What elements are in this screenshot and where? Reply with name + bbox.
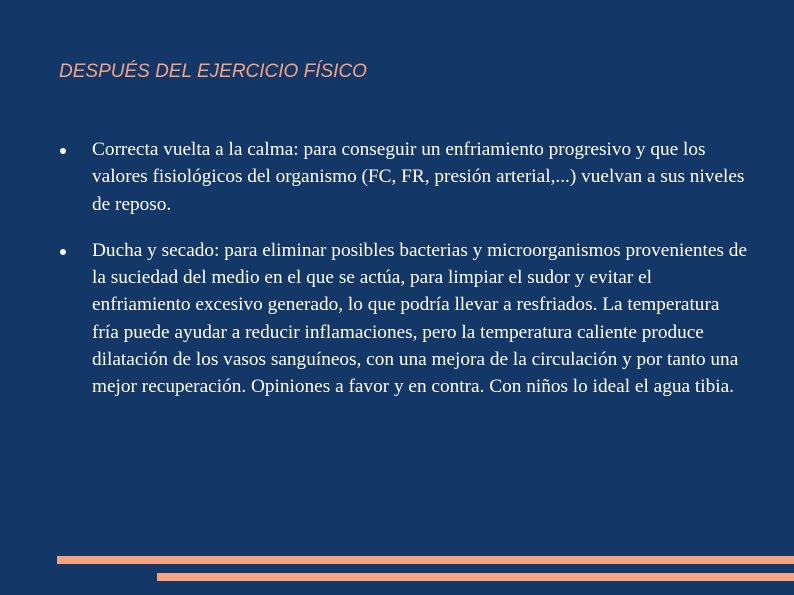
bullet-dot-icon bbox=[60, 249, 66, 255]
bullet-list bbox=[60, 136, 750, 420]
bullet-item-cool-down bbox=[60, 136, 750, 218]
decorative-bar-bottom bbox=[157, 573, 794, 581]
bullet-dot-icon bbox=[60, 148, 66, 154]
decorative-bar-top bbox=[57, 556, 794, 564]
bullet-item-shower bbox=[60, 237, 750, 401]
bullet-text: Ducha y secado: para eliminar posibles bacterias y microorganismos provenientes de la suciedad del medio en el que se actúa, para limpiar el sudor y evitar el enfriamiento excesivo generado, lo que podría llevar a resfriados. La temperatura fría puede ayudar a reducir inflamaciones, pero la temperatura caliente produce dilatación de los vasos sanguíneos, con una mejora de la circulación y por tanto una mejor recuperación. Opiniones a favor y en contra. Con niños lo ideal el agua tibia. bbox=[92, 239, 747, 398]
slide-title: DESPUÉS DEL EJERCICIO FÍSICO bbox=[59, 61, 367, 82]
bullet-text: Correcta vuelta a la calma: para conseguir un enfriamiento progresivo y que los valores fisiológicos del organismo (FC, FR, presión arterial,...) vuelvan a sus niveles de reposo. bbox=[92, 139, 745, 215]
